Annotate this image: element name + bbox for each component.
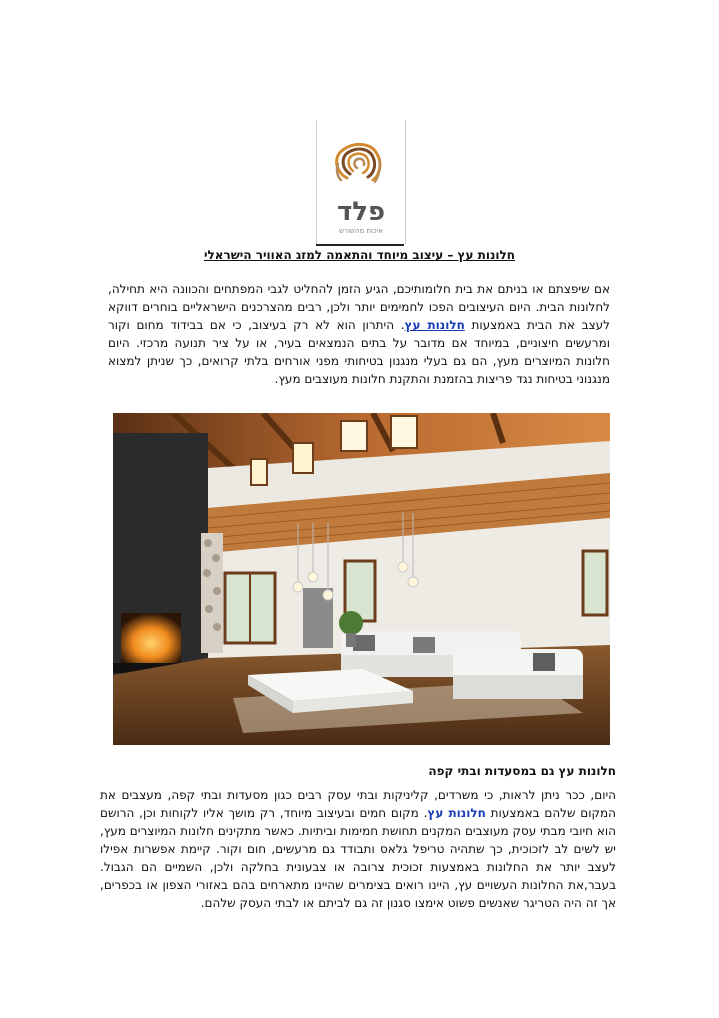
article-title: חלונות עץ – עיצוב מיוחד והתאמה למזג האוויר הישראלי — [203, 248, 516, 262]
section-heading: חלונות עץ גם במסעדות ובתי קפה — [428, 764, 616, 778]
intro-text-1: אם שיפצתם או בניתם את בית חלומותיכם, הגיע הזמן להחליט לגבי המפתחים והכוונה היא תחילה, לחלונות הבית. היום העיצובים הפכו לחמימים יותר ולכן, רבים מהצרכנים הישראליים בוחרים דווקא לעצב את הבית באמצעות — [108, 282, 610, 332]
logo-brand: פלד — [336, 197, 386, 227]
intro-paragraph — [108, 280, 610, 388]
logo-divider — [316, 244, 404, 246]
fingerprint-wood-icon — [317, 120, 405, 244]
wood-windows-link[interactable]: חלונות עץ — [404, 318, 465, 332]
living-room-photo — [113, 413, 610, 745]
logo-tagline: איכות מהשורש — [339, 227, 383, 235]
wood-windows-keyword: חלונות עץ — [427, 806, 486, 820]
section-paragraph — [100, 786, 616, 912]
intro-text-2: . היתרון הוא לא רק בעיצוב, כי אם בבידוד מחום וקור ומרעשים חיצוניים, במיוחד אם מדובר על בתים הנמצאים בעיר, או על ציר תנועה מרכזי. היום חלונות המיוצרים מעץ, הם גם בעלי מנגנון בטיחותי מפני אורחים בלתי קרואים, כך שניתן למצוא מנגנוני בטיחות נגד פריצות בהזמנת והתקנת חלונות מעוצבים מעץ. — [108, 318, 610, 386]
section-text-2: . מקום חמים ובעיצוב מיוחד, רק מושך אליו לקוחות וכן, הרושם הוא חיובי מבתי עסק מעוצבים המקנים תחושת חמימות וביתיות. כאשר מתקינים חלונות המיוצרים מעץ, יש לשים לב לזכוכית, כך שתהיה טריפל גלאס ותבודד גם מרעשים, חום וקור. קיימת אפשרות אפילו לעצב יותר את החלונות באמצעות זכוכית צרובה או צבעונית בחלקה ולכן, השמיים הם הגבול. בעבר,את החלונות העשויים עץ, היינו רואים בצימרים שהיינו מתארחים בהם באזורי הצפון או בכפרים, אך זה היה הטריגר שאנשים פשוט אימצו סגנון זה גם לביתם או לבתי העסק שלהם. — [100, 806, 616, 910]
logo — [316, 120, 406, 244]
section-text-1: היום, ככר ניתן לראות, כי משרדים, קליניקות ובתי עסק רבים כגון מסעדות ובתי קפה, מעצבים את המקום שלהם באמצעות — [100, 788, 617, 820]
